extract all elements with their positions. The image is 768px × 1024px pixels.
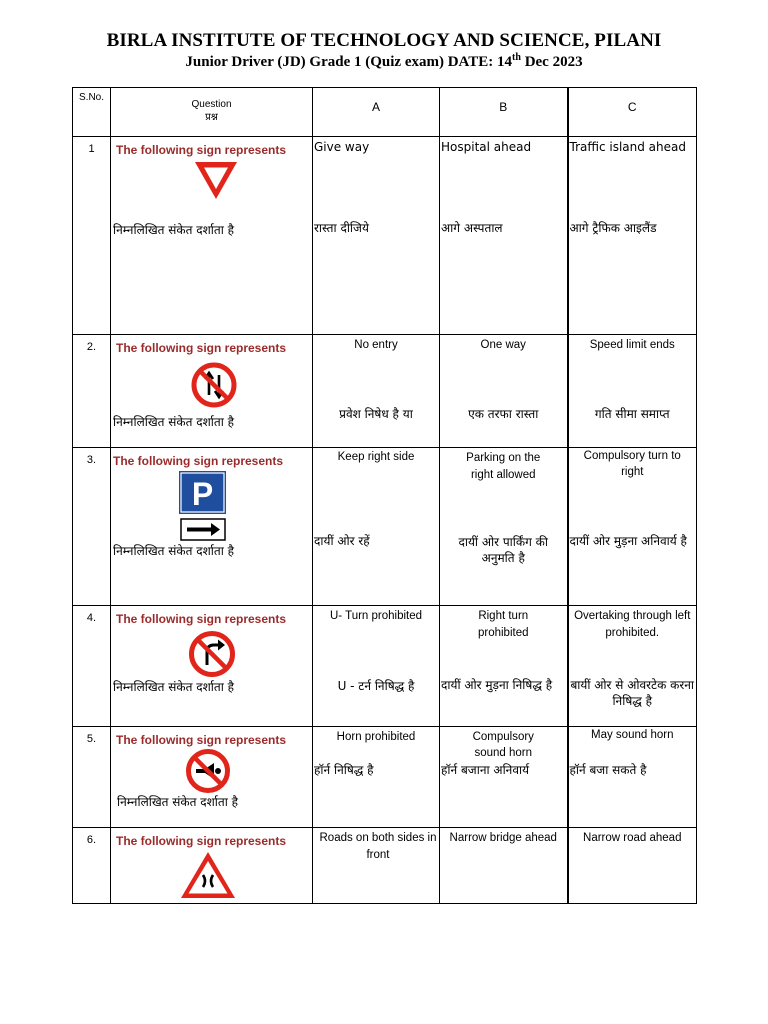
row-sno: 4. (73, 606, 111, 727)
table-row (73, 448, 697, 606)
question-lead: The following sign represents (116, 341, 287, 355)
table-row (73, 137, 697, 335)
question-hindi: निम्नलिखित संकेत दर्शाता है (117, 795, 239, 809)
option-a: U- Turn prohibited U - टर्न निषिद्ध है (313, 606, 440, 727)
narrow-bridge-sign-icon (179, 850, 237, 900)
table-row (73, 606, 697, 727)
header-b: B (440, 88, 568, 137)
row-sno: 3. (73, 448, 111, 606)
question-hindi: निम्नलिखित संकेत दर्शाता है (113, 223, 235, 237)
table-row (73, 727, 697, 828)
row-question (111, 137, 313, 335)
row-sno: 2. (73, 335, 111, 448)
question-hindi: निम्नलिखित संकेत दर्शाता है (113, 544, 235, 558)
horn-prohibited-sign-icon (184, 748, 232, 794)
question-lead: The following sign represents (116, 733, 287, 747)
question-lead: The following sign represents (116, 143, 287, 157)
no-two-way-sign-icon (191, 362, 237, 408)
option-b: Right turn prohibited दायीं ओर मुड़ना निषिद्ध है (440, 606, 568, 727)
question-hindi: निम्नलिखित संकेत दर्शाता है (113, 415, 235, 429)
row-question (111, 335, 313, 448)
give-way-sign-icon (193, 159, 239, 203)
parking-right-sign-icon (178, 470, 228, 542)
document-title: BIRLA INSTITUTE OF TECHNOLOGY AND SCIENCE, PILANI (106, 30, 662, 51)
row-sno: 1 (73, 137, 111, 335)
question-lead: The following sign represents (116, 834, 287, 848)
question-lead: The following sign represents (113, 454, 284, 468)
option-a: No entry प्रवेश निषेध है या (313, 335, 440, 448)
option-b: Parking on the right allowed दायीं ओर पार्किंग की अनुमति है (440, 448, 568, 606)
option-a: Give way रास्ता दीजिये (313, 137, 440, 335)
table-header-row (73, 88, 697, 137)
question-lead: The following sign represents (116, 612, 287, 626)
option-b: One way एक तरफा रास्ता (440, 335, 568, 448)
header-question-hindi: प्रश्न (205, 112, 218, 123)
option-a: Horn prohibited हॉर्न निषिद्ध है (313, 727, 440, 828)
option-c: Traffic island ahead आगे ट्रैफिक आइलैंड (568, 137, 697, 335)
option-c: Narrow road ahead (568, 828, 697, 904)
row-question (111, 448, 313, 606)
option-c: May sound horn हॉर्न बजा सकते है (568, 727, 697, 828)
header-question: Question प्रश्न (111, 88, 313, 137)
row-question (111, 727, 313, 828)
row-sno: 6. (73, 828, 111, 904)
option-a: Keep right side दायीं ओर रहें (313, 448, 440, 606)
question-hindi: निम्नलिखित संकेत दर्शाता है (113, 680, 235, 694)
document-subtitle: Junior Driver (JD) Grade 1 (Quiz exam) DATE: 14th Dec 2023 (185, 52, 583, 70)
option-b: Narrow bridge ahead (440, 828, 568, 904)
svg-text:P: P (191, 476, 214, 512)
table-row (73, 828, 697, 904)
option-b: Hospital ahead आगे अस्पताल (440, 137, 568, 335)
row-question (111, 606, 313, 727)
row-question (111, 828, 313, 904)
option-b: Compulsory sound horn हॉर्न बजाना अनिवार्य (440, 727, 568, 828)
quiz-table (72, 87, 697, 904)
header-c: C (568, 88, 697, 137)
option-c: Overtaking through left prohibited. बायीं ओर से ओवरटेक करना निषिद्ध है (568, 606, 697, 727)
option-c: Compulsory turn to right दायीं ओर मुड़ना अनिवार्य है (568, 448, 697, 606)
option-c: Speed limit ends गति सीमा समाप्त (568, 335, 697, 448)
right-turn-prohibited-sign-icon (187, 630, 237, 678)
option-a: Roads on both sides in front (313, 828, 440, 904)
row-sno: 5. (73, 727, 111, 828)
table-row (73, 335, 697, 448)
header-a: A (313, 88, 440, 137)
header-sno: S.No. (73, 88, 111, 137)
